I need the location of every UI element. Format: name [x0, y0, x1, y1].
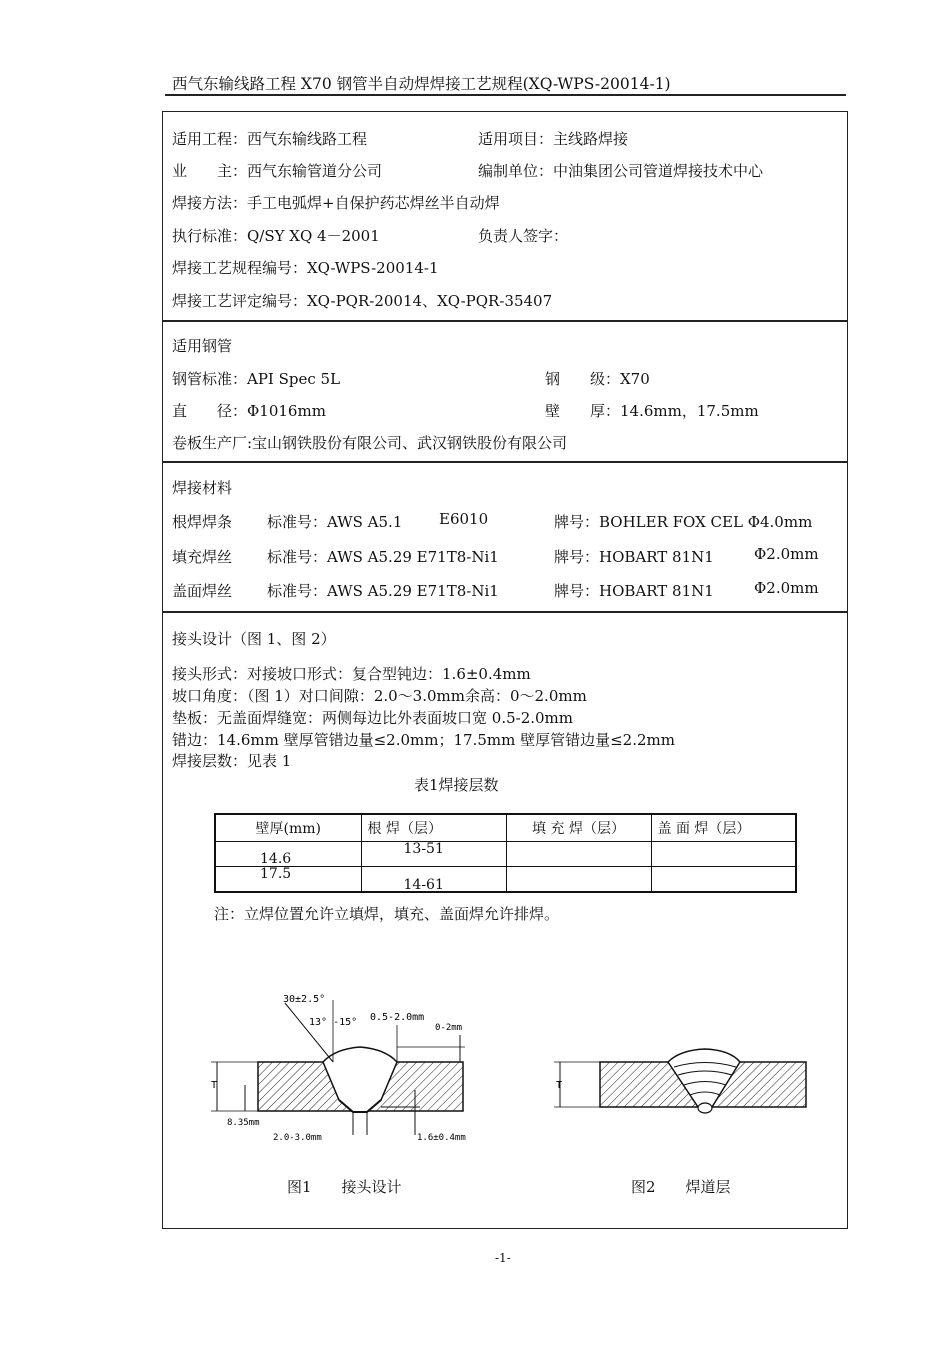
material-class: E6010: [439, 510, 489, 528]
item-field: 适用项目：主线路焊接: [478, 130, 629, 148]
figure2-caption: 图2 焊道层: [631, 1178, 731, 1196]
root-cell: 13-51: [361, 842, 506, 867]
fill-cell: [506, 867, 651, 893]
table-row: [215, 867, 796, 893]
pipe-mill: 卷板生产厂:宝山钢铁股份有限公司、武汉钢铁股份有限公司: [172, 434, 568, 452]
wall-cell: 17.5: [215, 867, 361, 893]
thickness-label: T: [556, 1080, 563, 1091]
fill-cell: [506, 842, 651, 867]
pipe-heading: 适用钢管: [172, 337, 233, 355]
joint-line: 接头形式：对接坡口形式：复合型钝边：1.6±0.4mm: [172, 665, 531, 683]
joint-line: 垫板：无盖面焊缝宽：两侧每边比外表面坡口宽 0.5-2.0mm: [172, 709, 573, 727]
table-note: 注：立焊位置允许立填焊，填充、盖面焊允许排焊。: [214, 905, 560, 923]
material-standard: 标准号：AWS A5.29 E71T8-Ni1: [267, 548, 499, 566]
gap-label: 2.0-3.0mm: [273, 1133, 322, 1143]
thickness-label: T: [211, 1080, 218, 1091]
pipe-standard: 钢管标准：API Spec 5L: [172, 370, 341, 388]
column-header: 填 充 焊（层）: [506, 814, 651, 842]
cap-cell: [651, 867, 796, 893]
pqr-number: 焊接工艺评定编号：XQ-PQR-20014、XQ-PQR-35407: [172, 292, 553, 310]
document-header: 西气东输线路工程 X70 钢管半自动焊焊接工艺规程(XQ-WPS-20014-1): [172, 75, 671, 93]
material-brand: 牌号：HOBART 81N1: [554, 548, 714, 566]
method-field: 焊接方法：手工电弧焊+自保护药芯焊丝半自动焊: [172, 194, 500, 212]
section-divider: [163, 611, 847, 613]
joint-heading: 接头设计（图 1、图 2）: [172, 630, 336, 648]
column-header: 根 焊（层）: [361, 814, 506, 842]
root-cell: 14-61: [361, 867, 506, 893]
table-title: 表1焊接层数: [414, 776, 499, 794]
joint-line: 焊接层数：见表 1: [172, 752, 292, 770]
material-brand: 牌号：HOBART 81N1: [554, 582, 714, 600]
material-name: 根焊焊条: [172, 513, 233, 531]
root-bead: [698, 1103, 712, 1113]
cap-width-label: 0.5-2.0mm: [370, 1012, 425, 1023]
material-name: 盖面焊丝: [172, 582, 233, 600]
outer-angle-label: 30±2.5°: [283, 994, 326, 1005]
layers-table: [214, 813, 797, 893]
figure1-caption: 图1 接头设计: [287, 1178, 402, 1196]
pipe-diameter: 直 径：Φ1016mm: [172, 402, 326, 420]
weld-passes-diagram: [550, 1045, 812, 1125]
wps-number: 焊接工艺规程编号：XQ-WPS-20014-1: [172, 259, 439, 277]
joint-line: 坡口角度：（图 1）对口间隙：2.0～3.0mm余高：0～2.0mm: [172, 687, 587, 705]
material-standard: 标准号：AWS A5.1: [267, 513, 403, 531]
material-diameter: Φ2.0mm: [754, 579, 819, 597]
wall-cell: 14.6: [215, 842, 361, 867]
pipe-grade: 钢 级：X70: [545, 370, 650, 388]
material-name: 填充焊丝: [172, 548, 233, 566]
joint-design-diagram: [205, 985, 505, 1145]
inner-angle-label: 13° -15°: [309, 1017, 358, 1028]
owner-field: 业 主：西气东输管道分公司: [172, 162, 383, 180]
signature-field: 负责人签字：: [478, 227, 569, 245]
standard-field: 执行标准：Q/SY XQ 4－2001: [172, 227, 380, 245]
cap-cell: [651, 842, 796, 867]
material-brand: 牌号：BOHLER FOX CEL Φ4.0mm: [554, 513, 813, 531]
materials-heading: 焊接材料: [172, 479, 233, 497]
header-rule: [165, 94, 846, 96]
column-header: 盖 面 焊（层）: [651, 814, 796, 842]
material-standard: 标准号：AWS A5.29 E71T8-Ni1: [267, 582, 499, 600]
land-height-label: 8.35mm: [227, 1118, 260, 1128]
reinforcement-label: 0-2mm: [435, 1023, 463, 1033]
project-field: 适用工程：西气东输线路工程: [172, 130, 368, 148]
joint-line: 错边：14.6mm 壁厚管错边量≤2.0mm；17.5mm 壁厚管错边量≤2.2mm: [172, 731, 675, 749]
pipe-wall: 壁 厚：14.6mm，17.5mm: [545, 402, 759, 420]
land-label: 1.6±0.4mm: [417, 1133, 466, 1143]
table-header-row: [215, 814, 796, 842]
table-row: [215, 842, 796, 867]
section-divider: [163, 461, 847, 463]
section-divider: [163, 320, 847, 322]
material-diameter: Φ2.0mm: [754, 545, 819, 563]
column-header: 壁厚(mm): [215, 814, 361, 842]
page-number: -1-: [495, 1251, 511, 1265]
prepared-by-field: 编制单位：中油集团公司管道焊接技术中心: [478, 162, 764, 180]
